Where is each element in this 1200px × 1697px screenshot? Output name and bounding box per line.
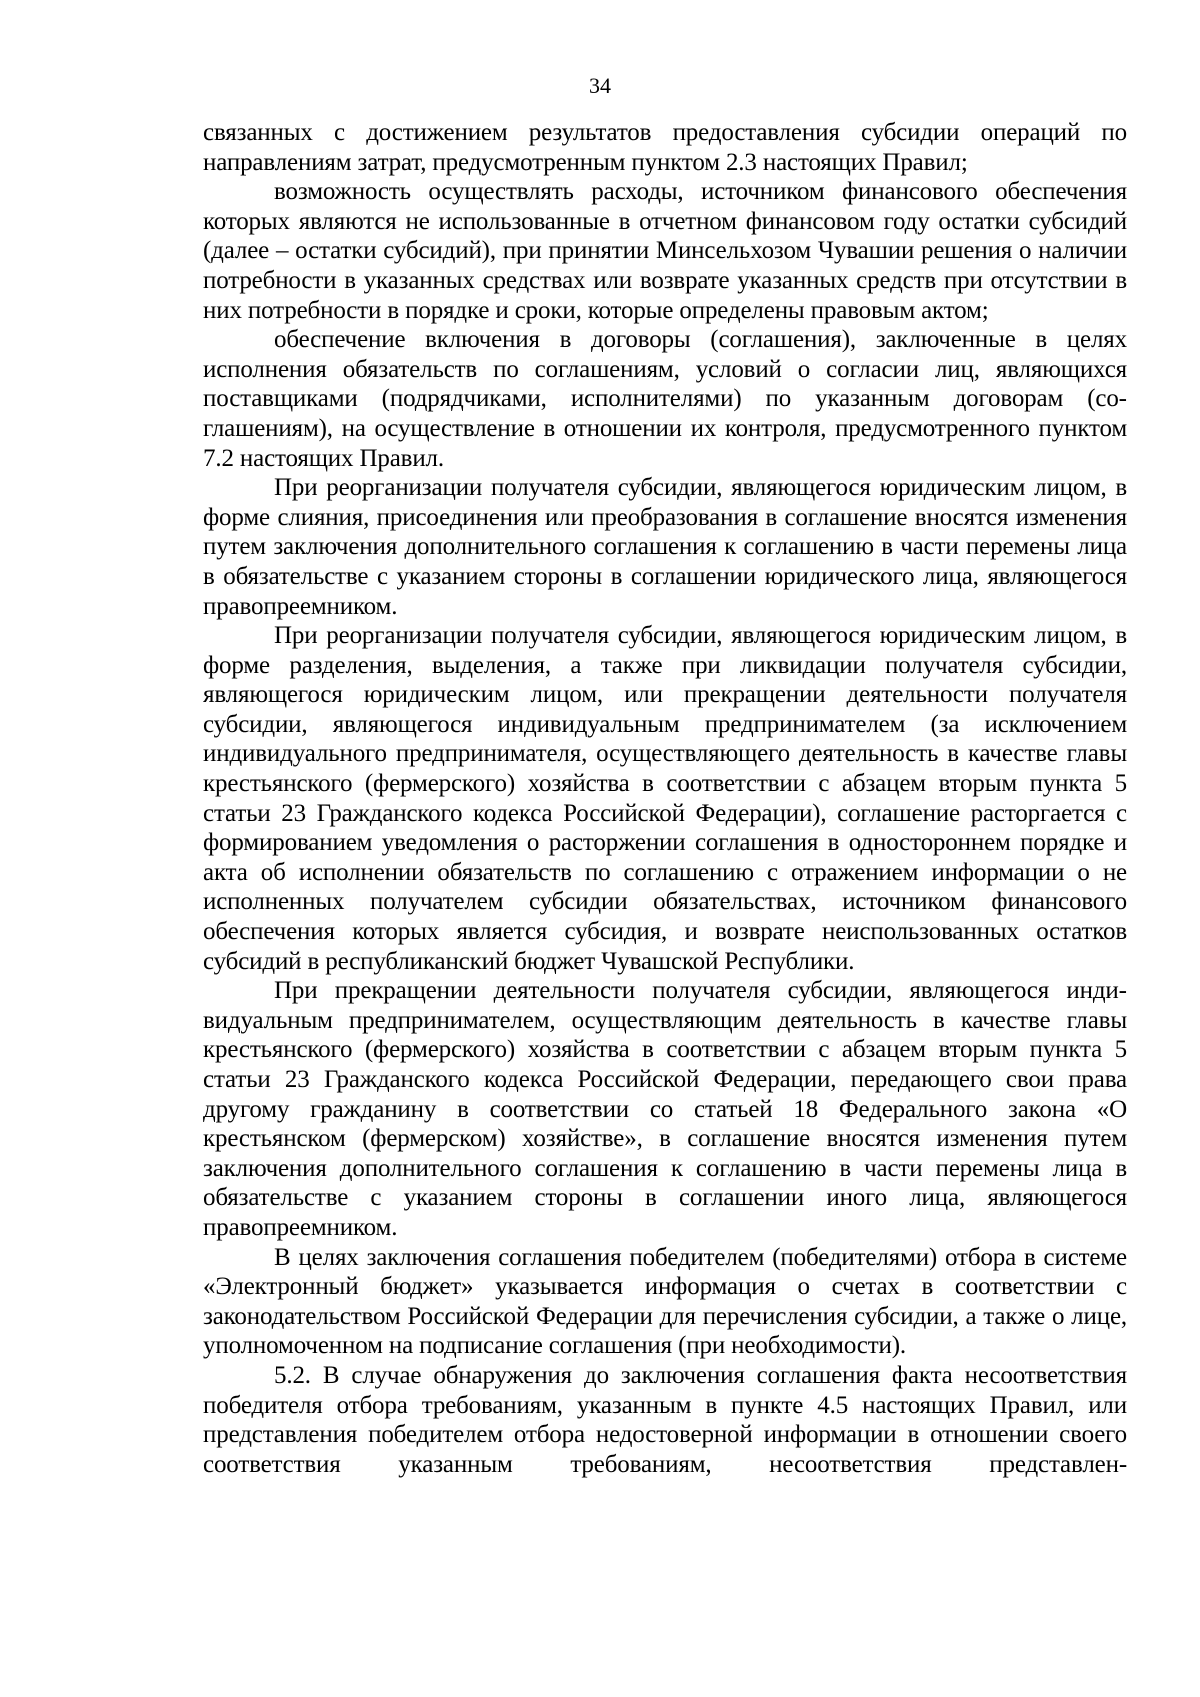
paragraph-continuation: связанных с достижением результатов предоставления субсидии операций по направлениям затрат, предусмотренным пунктом 2.3 настоящих Правил; — [203, 119, 1127, 176]
paragraph-remaining-funds: возможность осуществлять расходы, источником финансового обеспечения которых являются не использованные в отчетном финансовом году остатки субсидий (далее – остатки субсидий), при принятии Минсельхозом Чувашии решения о наличии потребности в указанных средствах или возврате указанных средств при отсутствии в них потребности в порядке и сроки, которые определены правовым актом; — [203, 178, 1127, 324]
document-body — [203, 118, 1127, 1479]
paragraph-reorganization-division: При реорганизации получателя субсидии, являющегося юридическим лицом, в форме разделения, выделения, а также при ликвидации получателя субсидии, являющегося юридическим лицом, или прекращении деятельности получателя субсидии, являющегося индивидуальным предпринимателем (за исключением индивидуального предпринимателя, осуществляющего деятельность в качестве главы крестьянского (фермерского) хозяйства в соответствии с абзацем вторым пункта 5 статьи 23 Гражданского кодекса Российской Федерации), соглашение расторгается с формированием уведомления о расторжении соглашения в одностороннем порядке и акта об исполнении обязательств по соглашению с отражением информации о не исполненных получателем субсидии обязательствах, источником финансового обеспечения которых является субсидия, и возврате неиспользованных остатков субсидий в республиканский бюджет Чувашской Республики. — [203, 622, 1127, 975]
paragraph-contracts-consent: обеспечение включения в договоры (соглашения), заключенные в целях исполнения обязательств по соглашениям, условий о согласии лиц, являющихся поставщиками (подрядчиками, исполнителями) по указанным договорам (соглашениям), на осуществление в отношении их контроля, предусмотренного пунктом 7.2 настоящих Правил. — [203, 326, 1127, 472]
paragraph-farm-termination: При прекращении деятельности получателя субсидии, являющегося индивидуальным предпринимателем, осуществляющим деятельность в качестве главы крестьянского (фермерского) хозяйства в соответствии с абзацем вторым пункта 5 статьи 23 Гражданского кодекса Российской Федерации, передающего свои права другому гражданину в соответствии со статьей 18 Федерального закона «О крестьянском (фермерском) хозяйстве», в соглашение вносятся изменения путем заключения дополнительного соглашения к соглашению в части перемены лица в обязательстве с указанием стороны в соглашении иного лица, являющегося правопреемником. — [203, 977, 1127, 1241]
paragraph-section-5-2: 5.2. В случае обнаружения до заключения соглашения факта несоответствия победителя отбора требованиям, указанным в пункте 4.5 настоящих Правил, или представления победителем отбора недостоверной информации в отношении своего соответствия указанным требованиям, несоответствия представлен- — [203, 1361, 1127, 1478]
paragraph-reorganization-merger: При реорганизации получателя субсидии, являющегося юридическим лицом, в форме слияния, присоединения или преобразования в соглашение вносятся изменения путем заключения дополнительного соглашения к соглашению в части перемены лица в обязательстве с указанием стороны в соглашении юридического лица, являющегося правопреемником. — [203, 474, 1127, 620]
page-number: 34 — [589, 73, 611, 98]
paragraph-electronic-budget: В целях заключения соглашения победителем (победителями) отбора в системе «Электронный бюджет» указывается информация о счетах в соответствии с законодательством Российской Федерации для перечисления субсидии, а также о лице, уполномоченном на подписание соглашения (при необходимости). — [203, 1243, 1127, 1360]
